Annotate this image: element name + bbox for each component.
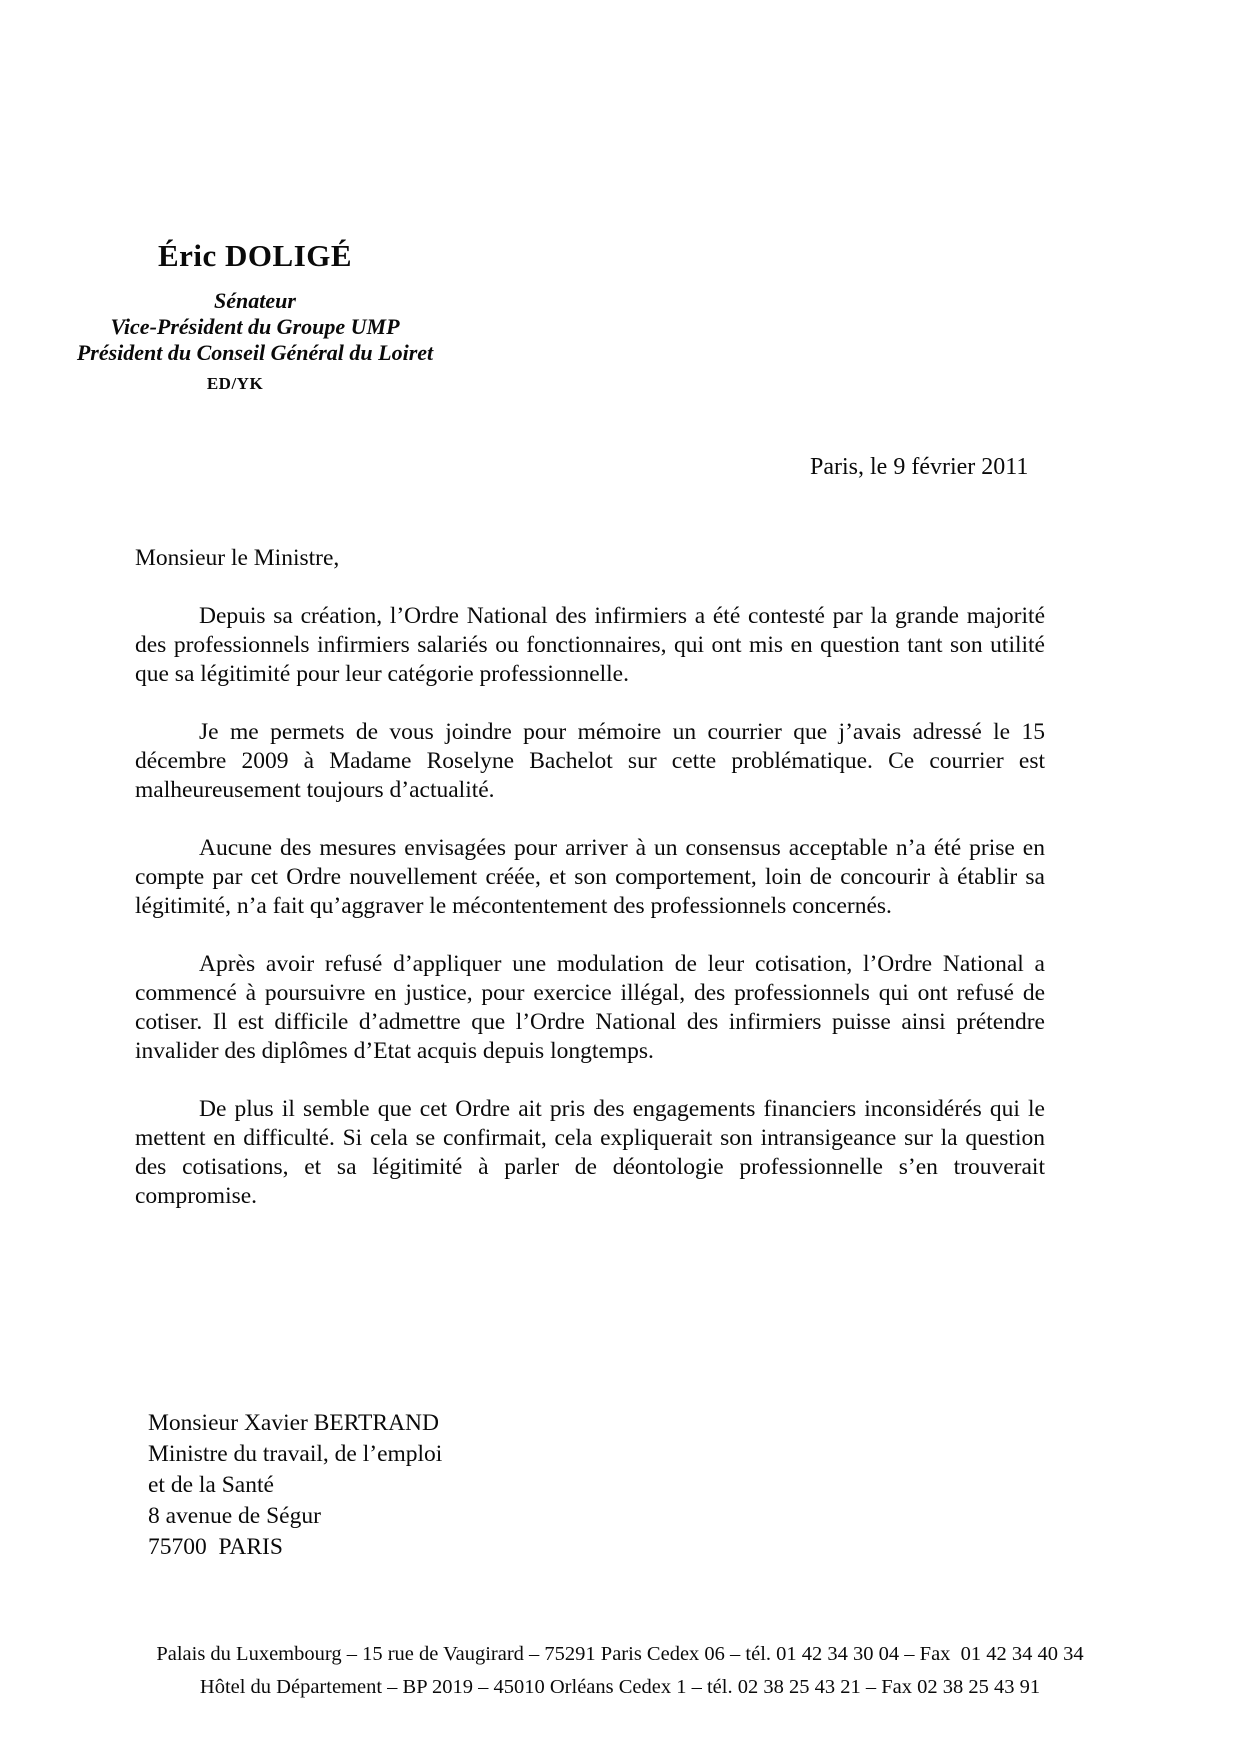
recipient-name: Monsieur Xavier BERTRAND [148,1410,439,1436]
sender-roles [70,288,440,366]
recipient-street: 8 avenue de Ségur [148,1503,321,1529]
recipient-address [148,1408,442,1563]
recipient-city: 75700 PARIS [148,1534,283,1560]
paragraph-1: Depuis sa création, l’Ordre National des infirmiers a été contesté par la grande majorité des professionnels infirmiers salariés ou fonctionnaires, qui ont mis en question tant son utilité que sa légitimité pour leur catégorie professionnelle. [135,603,1045,687]
recipient-title-line-1: Ministre du travail, de l’emploi [148,1441,443,1467]
paragraph-5: De plus il semble que cet Ordre ait pris des engagements financiers inconsidérés qui le mettent en difficulté. Si cela se confirmait, cela expliquerait son intransigeance sur la question des cotisations, et sa légitimité à parler de déontologie professionnelle s’en trouverait compromise. [135,1096,1045,1209]
paragraph-2: Je me permets de vous joindre pour mémoire un courrier que j’avais adressé le 15 décembre 2009 à Madame Roselyne Bachelot sur cette problématique. Ce courrier est malheureusement toujours d’actualité. [135,719,1045,803]
paragraph-4: Après avoir refusé d’appliquer une modulation de leur cotisation, l’Ordre National a commencé à poursuivre en justice, pour exercice illégal, des professionnels qui ont refusé de cotiser. Il est difficile d’admettre que l’Ordre National des infirmiers puisse ainsi prétendre invalider des diplômes d’Etat acquis depuis longtemps. [135,951,1045,1064]
sender-role-president-conseil: Président du Conseil Général du Loiret [76,340,434,365]
sender-role-senateur: Sénateur [214,288,296,313]
letter-body [135,544,1045,1211]
footer-address-paris: Palais du Luxembourg – 15 rue de Vaugirard – 75291 Paris Cedex 06 – tél. 01 42 34 30 04 – Fax 01 42 34 40 34 [156,1643,1084,1665]
dateline: Paris, le 9 février 2011 [810,454,1029,480]
letter-footer [0,1638,1240,1704]
reference-initials: ED/YK [206,374,264,393]
recipient-title-line-2: et de la Santé [148,1472,274,1498]
letterhead [70,238,440,366]
footer-address-orleans: Hôtel du Département – BP 2019 – 45010 Orléans Cedex 1 – tél. 02 38 25 43 21 – Fax 02 38 25 43 91 [199,1676,1041,1698]
sender-name: Éric DOLIGÉ [157,238,353,273]
paragraph-3: Aucune des mesures envisagées pour arriver à un consensus acceptable n’a été prise en compte par cet Ordre nouvellement créée, et son comportement, loin de concourir à établir sa légitimité, n’a fait qu’aggraver le mécontentement des professionnels concernés. [135,835,1045,919]
sender-role-vice-president: Vice-Président du Groupe UMP [110,314,400,339]
salutation: Monsieur le Ministre, [135,545,340,571]
